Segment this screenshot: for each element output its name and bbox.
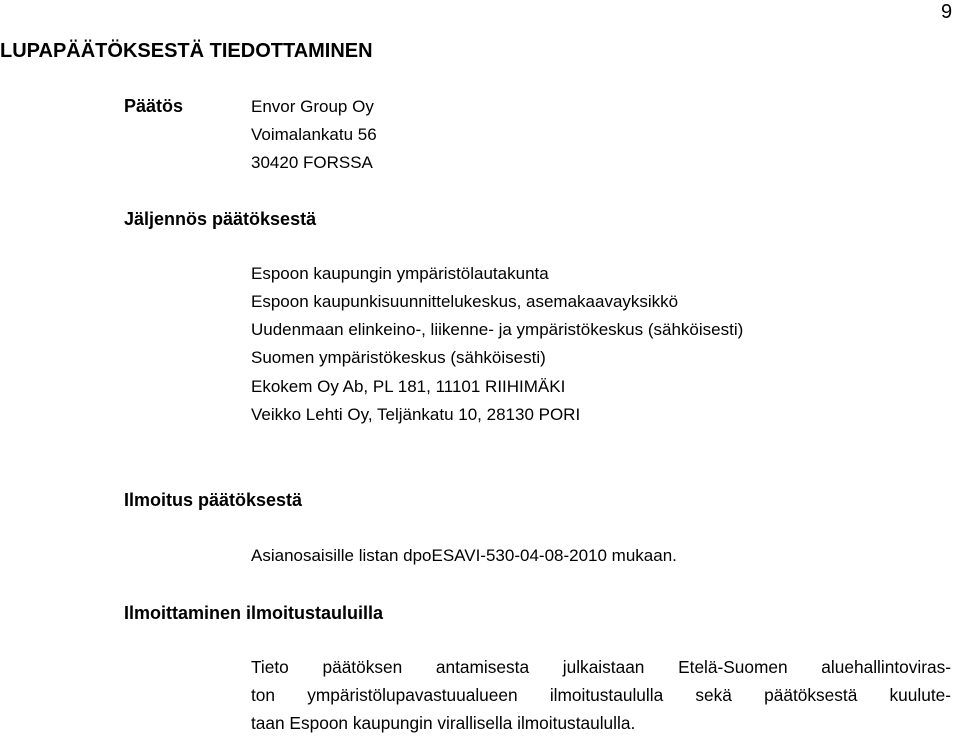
recipient-line: Espoon kaupunkisuunnittelukeskus, asemakaavayksikkö	[251, 292, 679, 311]
copies-label: Jäljennös päätöksestä	[124, 209, 317, 229]
notice-label: Ilmoitus päätöksestä	[124, 490, 303, 510]
bulletin-label: Ilmoittaminen ilmoitustauluilla	[124, 603, 384, 623]
page-number: 9	[941, 1, 953, 23]
recipient-line: Uudenmaan elinkeino-, liikenne- ja ympäristökeskus (sähköisesti)	[251, 320, 744, 339]
decision-address-line: Voimalankatu 56	[251, 125, 377, 144]
page-title: LUPAPÄÄTÖKSESTÄ TIEDOTTAMINEN	[0, 40, 373, 62]
bulletin-text-line: ton ympäristölupavastuualueen ilmoitustaululla sekä päätöksestä kuulute-	[251, 685, 951, 705]
recipient-line: Veikko Lehti Oy, Teljänkatu 10, 28130 PORI	[251, 405, 581, 424]
notice-text: Asianosaisille listan dpoESAVI-530-04-08-2010 mukaan.	[251, 546, 677, 565]
decision-label: Päätös	[124, 96, 184, 116]
recipient-line: Suomen ympäristökeskus (sähköisesti)	[251, 348, 546, 367]
decision-address-line: Envor Group Oy	[251, 97, 374, 116]
recipient-line: Ekokem Oy Ab, PL 181, 11101 RIIHIMÄKI	[251, 377, 566, 396]
decision-address-line: 30420 FORSSA	[251, 153, 373, 172]
recipient-line: Espoon kaupungin ympäristölautakunta	[251, 264, 549, 283]
bulletin-text-line: taan Espoon kaupungin virallisella ilmoitustaululla.	[251, 713, 636, 733]
bulletin-text-line: Tieto päätöksen antamisesta julkaistaan Etelä-Suomen aluehallintoviras-	[251, 657, 951, 677]
